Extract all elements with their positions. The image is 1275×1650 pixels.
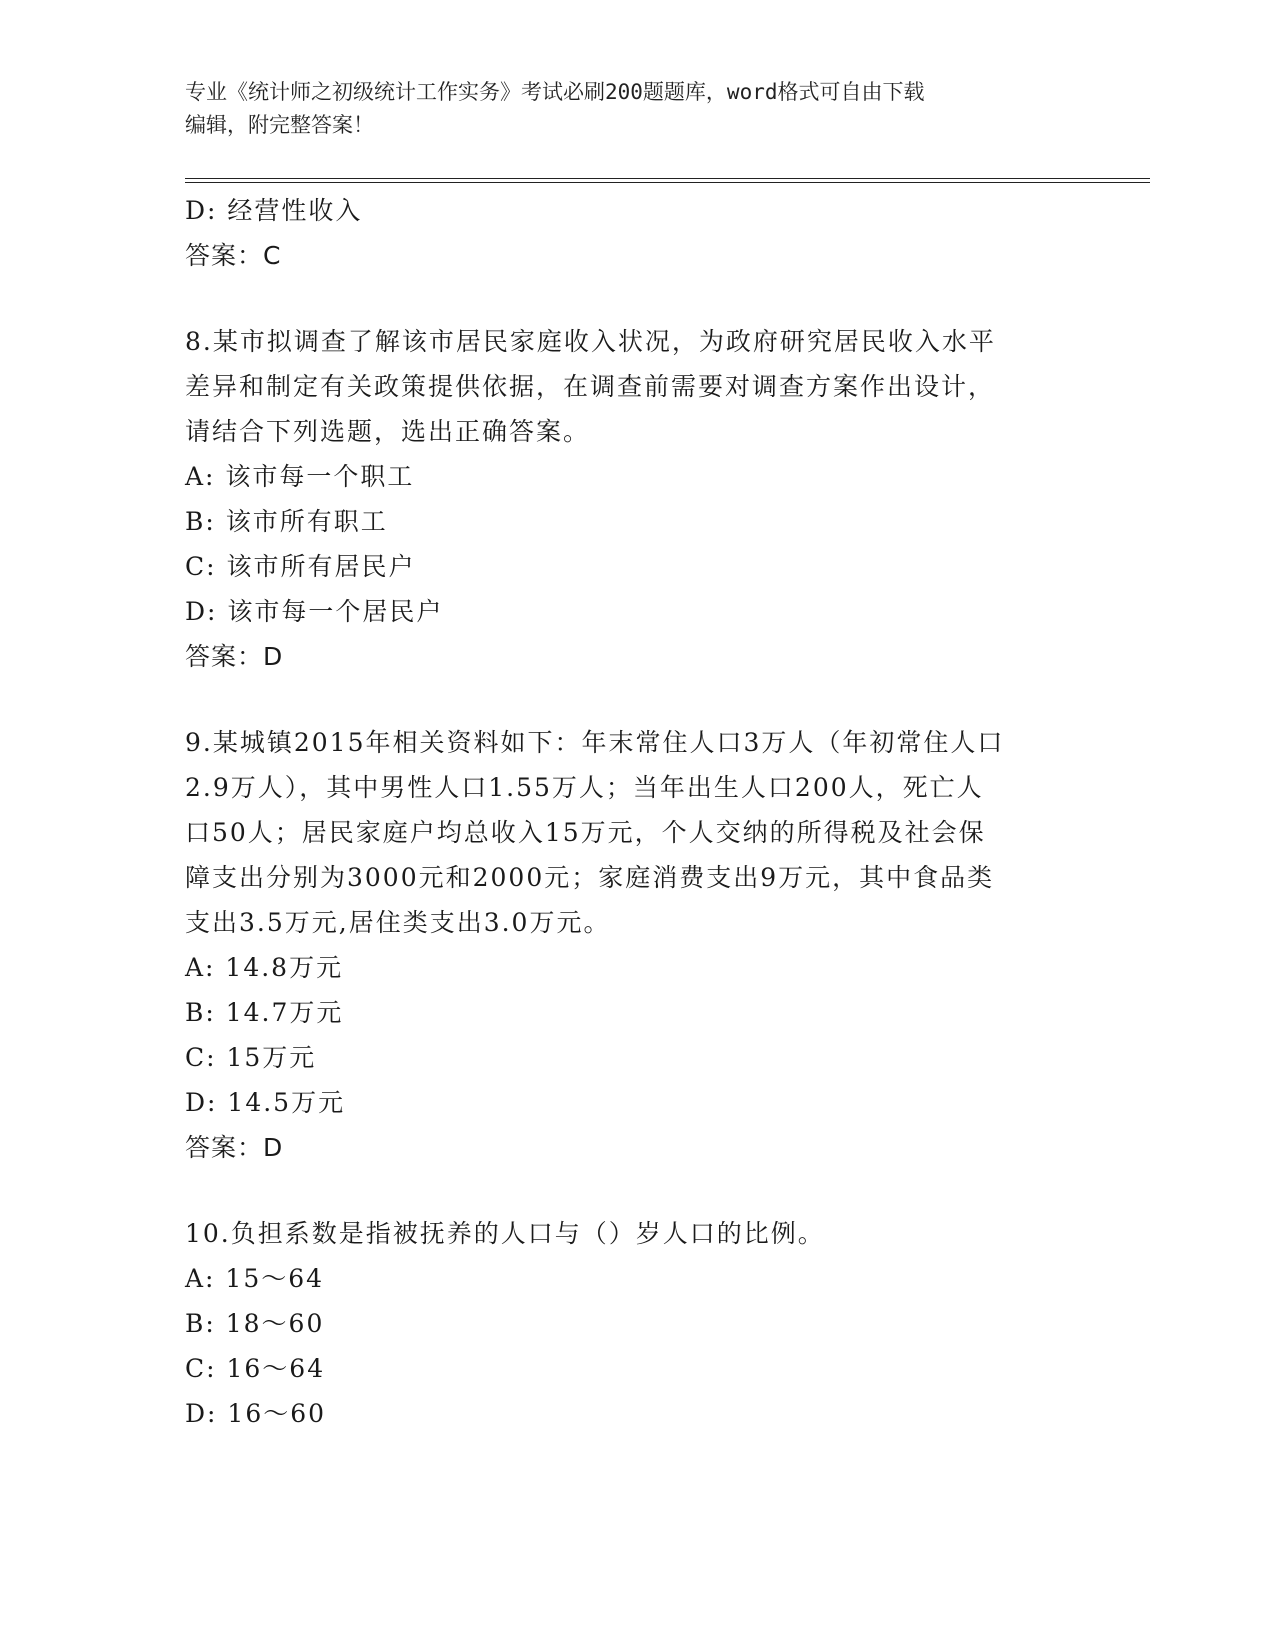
answer: 答案：C bbox=[185, 241, 282, 270]
option-c: C: 16～64 bbox=[185, 1354, 326, 1383]
page-content bbox=[185, 188, 1085, 1436]
option-a: A: 15～64 bbox=[185, 1264, 325, 1293]
question-stem-line: 障支出分别为3000元和2000元；家庭消费支出9万元，其中食品类 bbox=[185, 863, 995, 892]
option-b: B: 该市所有职工 bbox=[185, 507, 388, 536]
header-rule-top bbox=[185, 178, 1150, 179]
question-stem-line: 支出3.5万元,居住类支出3.0万元。 bbox=[185, 908, 611, 937]
question-stem-line: 差异和制定有关政策提供依据，在调查前需要对调查方案作出设计， bbox=[185, 372, 996, 401]
question-9 bbox=[185, 720, 1085, 1170]
question-stem-line: 请结合下列选题，选出正确答案。 bbox=[185, 417, 591, 446]
header-rule-bottom bbox=[185, 182, 1150, 183]
question-stem-line: 2.9万人），其中男性人口1.55万人；当年出生人口200人，死亡人 bbox=[185, 773, 984, 802]
question-stem-line: 10.负担系数是指被抚养的人口与（）岁人口的比例。 bbox=[185, 1219, 825, 1248]
header-title-line-1: 专业《统计师之初级统计工作实务》考试必刷200题题库，word格式可自由下载 bbox=[185, 80, 925, 104]
option-d: D: 经营性收入 bbox=[185, 196, 363, 225]
question-8 bbox=[185, 319, 1085, 679]
question-10 bbox=[185, 1211, 1085, 1436]
option-c: C: 该市所有居民户 bbox=[185, 552, 416, 581]
option-d: D: 该市每一个居民户 bbox=[185, 597, 444, 626]
option-c: C: 15万元 bbox=[185, 1043, 317, 1072]
question-stem-line: 口50人；居民家庭户均总收入15万元，个人交纳的所得税及社会保 bbox=[185, 818, 986, 847]
option-d: D: 16～60 bbox=[185, 1399, 327, 1428]
question-stem-line: 9.某城镇2015年相关资料如下：年末常住人口3万人（年初常住人口 bbox=[185, 728, 1005, 757]
page-header bbox=[185, 76, 1065, 142]
question-stem-line: 8.某市拟调查了解该市居民家庭收入状况，为政府研究居民收入水平 bbox=[185, 327, 996, 356]
header-title-line-2: 编辑，附完整答案！ bbox=[185, 113, 374, 137]
option-d: D: 14.5万元 bbox=[185, 1088, 346, 1117]
question-7-tail bbox=[185, 188, 1085, 278]
option-b: B: 18～60 bbox=[185, 1309, 325, 1338]
option-a: A: 14.8万元 bbox=[185, 953, 344, 982]
option-a: A: 该市每一个职工 bbox=[185, 462, 415, 491]
answer: 答案：D bbox=[185, 1133, 284, 1162]
answer: 答案：D bbox=[185, 642, 284, 671]
option-b: B: 14.7万元 bbox=[185, 998, 344, 1027]
